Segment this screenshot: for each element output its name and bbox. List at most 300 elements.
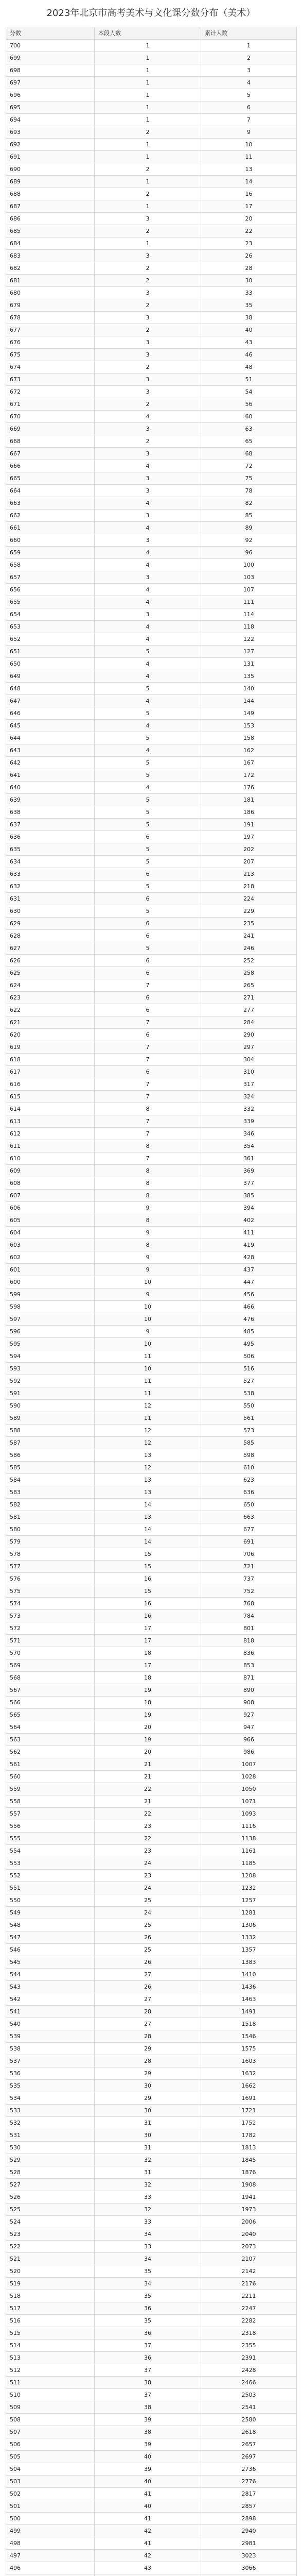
cumulative-count-cell: 213 [201, 868, 297, 880]
table-row [6, 2451, 297, 2463]
cumulative-count-cell: 394 [201, 1202, 297, 1214]
score-cell: 658 [6, 559, 95, 571]
segment-count-cell: 2 [95, 163, 201, 176]
table-row [6, 584, 297, 596]
table-row [6, 2401, 297, 2414]
segment-count-cell: 3 [95, 423, 201, 435]
table-row [6, 336, 297, 349]
table-row [6, 435, 297, 448]
table-row [6, 1857, 297, 1870]
score-cell: 581 [6, 1511, 95, 1523]
cumulative-count-cell: 2176 [201, 2278, 297, 2290]
table-row [6, 361, 297, 374]
segment-count-cell: 3 [95, 448, 201, 460]
segment-count-cell: 7 [95, 1115, 201, 1128]
segment-count-cell: 7 [95, 1041, 201, 1054]
segment-count-cell: 20 [95, 1721, 201, 1734]
table-row [6, 1190, 297, 1202]
cumulative-count-cell: 2618 [201, 2426, 297, 2438]
score-cell: 542 [6, 1993, 95, 2006]
segment-count-cell: 3 [95, 510, 201, 522]
segment-count-cell: 4 [95, 522, 201, 534]
cumulative-count-cell: 1518 [201, 2018, 297, 2030]
segment-count-cell: 27 [95, 1969, 201, 1981]
cumulative-count-cell: 1782 [201, 2129, 297, 2142]
cumulative-count-cell: 2247 [201, 2302, 297, 2315]
cumulative-count-cell: 6 [201, 101, 297, 114]
score-cell: 693 [6, 126, 95, 139]
score-cell: 514 [6, 2340, 95, 2352]
segment-count-cell: 32 [95, 2204, 201, 2216]
segment-count-cell: 10 [95, 1363, 201, 1375]
cumulative-count-cell: 324 [201, 1091, 297, 1103]
score-cell: 577 [6, 1561, 95, 1573]
segment-count-cell: 5 [95, 806, 201, 819]
cumulative-count-cell: 402 [201, 1214, 297, 1227]
segment-count-cell: 38 [95, 2401, 201, 2414]
cumulative-count-cell: 1546 [201, 2030, 297, 2043]
segment-count-cell: 13 [95, 1449, 201, 1462]
cumulative-count-cell: 385 [201, 1190, 297, 1202]
cumulative-count-cell: 447 [201, 1276, 297, 1289]
table-row [6, 200, 297, 213]
table-row [6, 2228, 297, 2241]
table-row [6, 2364, 297, 2377]
cumulative-count-cell: 1050 [201, 1783, 297, 1795]
table-row [6, 621, 297, 633]
cumulative-count-cell: 68 [201, 448, 297, 460]
segment-count-cell: 14 [95, 1536, 201, 1548]
cumulative-count-cell: 2736 [201, 2463, 297, 2476]
table-row [6, 1499, 297, 1511]
segment-count-cell: 37 [95, 2389, 201, 2401]
cumulative-count-cell: 853 [201, 1659, 297, 1672]
score-cell: 580 [6, 1523, 95, 1536]
segment-count-cell: 40 [95, 2500, 201, 2513]
score-cell: 687 [6, 200, 95, 213]
segment-count-cell: 25 [95, 1919, 201, 1931]
cumulative-count-cell: 246 [201, 942, 297, 955]
score-cell: 602 [6, 1251, 95, 1264]
segment-count-cell: 17 [95, 1659, 201, 1672]
cumulative-count-cell: 1007 [201, 1758, 297, 1771]
table-row [6, 979, 297, 992]
cumulative-count-cell: 1138 [201, 1833, 297, 1845]
segment-count-cell: 7 [95, 1091, 201, 1103]
cumulative-count-cell: 7 [201, 114, 297, 126]
segment-count-cell: 19 [95, 1709, 201, 1721]
segment-count-cell [95, 2574, 201, 2576]
score-cell: 529 [6, 2154, 95, 2166]
segment-count-cell: 6 [95, 918, 201, 930]
cumulative-count-cell: 252 [201, 955, 297, 967]
table-row [6, 2216, 297, 2228]
segment-count-cell: 11 [95, 1375, 201, 1387]
score-cell: 697 [6, 77, 95, 89]
cumulative-count-cell: 82 [201, 497, 297, 510]
table-row [6, 534, 297, 547]
score-cell: 673 [6, 374, 95, 386]
segment-count-cell: 42 [95, 2525, 201, 2537]
table-row [6, 1103, 297, 1115]
table-row [6, 1264, 297, 1276]
cumulative-count-cell: 1941 [201, 2191, 297, 2204]
segment-count-cell: 3 [95, 534, 201, 547]
segment-count-cell: 22 [95, 1833, 201, 1845]
cumulative-count-cell: 60 [201, 411, 297, 423]
table-row [6, 2278, 297, 2290]
table-row [6, 1350, 297, 1363]
cumulative-count-cell: 107 [201, 584, 297, 596]
cumulative-count-cell: 908 [201, 1697, 297, 1709]
table-row [6, 188, 297, 200]
score-cell: 659 [6, 547, 95, 559]
cumulative-count-cell: 801 [201, 1622, 297, 1635]
score-cell: 642 [6, 757, 95, 769]
score-cell: 524 [6, 2216, 95, 2228]
cumulative-count-cell: 721 [201, 1561, 297, 1573]
score-cell: 623 [6, 992, 95, 1004]
cumulative-count-cell: 149 [201, 707, 297, 720]
table-row [6, 2463, 297, 2476]
segment-count-cell: 5 [95, 794, 201, 806]
cumulative-count-cell: 2466 [201, 2377, 297, 2389]
segment-count-cell: 2 [95, 275, 201, 287]
cumulative-count-cell: 516 [201, 1363, 297, 1375]
score-cell: 589 [6, 1412, 95, 1425]
score-cell: 522 [6, 2241, 95, 2253]
segment-count-cell: 4 [95, 720, 201, 732]
segment-count-cell: 6 [95, 1029, 201, 1041]
cumulative-count-cell: 2142 [201, 2265, 297, 2278]
score-cell: 569 [6, 1659, 95, 1672]
score-cell: 617 [6, 1066, 95, 1078]
table-row [6, 769, 297, 782]
table-row [6, 2488, 297, 2500]
cumulative-count-cell: 207 [201, 856, 297, 868]
cumulative-count-cell: 1306 [201, 1919, 297, 1931]
table-row [6, 287, 297, 299]
segment-count-cell: 4 [95, 411, 201, 423]
segment-count-cell: 5 [95, 856, 201, 868]
score-cell: 513 [6, 2352, 95, 2364]
segment-count-cell: 4 [95, 547, 201, 559]
cumulative-count-cell: 354 [201, 1140, 297, 1153]
segment-count-cell: 15 [95, 1585, 201, 1598]
table-row [6, 683, 297, 695]
segment-count-cell: 1 [95, 139, 201, 151]
segment-count-cell: 20 [95, 1746, 201, 1758]
segment-count-cell: 8 [95, 1140, 201, 1153]
table-row [6, 757, 297, 769]
cumulative-count-cell: 419 [201, 1239, 297, 1251]
segment-count-cell: 6 [95, 967, 201, 979]
score-cell: 691 [6, 151, 95, 163]
segment-count-cell: 32 [95, 2154, 201, 2166]
cumulative-count-cell: 339 [201, 1115, 297, 1128]
segment-count-cell: 34 [95, 2278, 201, 2290]
segment-count-cell: 6 [95, 893, 201, 905]
column-header-score: 分数 [6, 27, 95, 40]
table-row [6, 633, 297, 646]
table-row [6, 930, 297, 942]
segment-count-cell: 25 [95, 1894, 201, 1907]
segment-count-cell: 43 [95, 2562, 201, 2574]
score-cell: 537 [6, 2055, 95, 2067]
cumulative-count-cell: 1232 [201, 1882, 297, 1894]
table-row [6, 374, 297, 386]
score-cell: 657 [6, 571, 95, 584]
cumulative-count-cell: 2857 [201, 2500, 297, 2513]
segment-count-cell: 7 [95, 1016, 201, 1029]
score-distribution-table [6, 27, 297, 2576]
table-row [6, 1919, 297, 1931]
cumulative-count-cell: 51 [201, 374, 297, 386]
cumulative-count-cell: 241 [201, 930, 297, 942]
score-cell: 592 [6, 1375, 95, 1387]
segment-count-cell: 7 [95, 1153, 201, 1165]
segment-count-cell: 16 [95, 1573, 201, 1585]
cumulative-count-cell: 153 [201, 720, 297, 732]
table-row [6, 2105, 297, 2117]
score-cell: 614 [6, 1103, 95, 1115]
score-cell: 633 [6, 868, 95, 880]
segment-count-cell: 33 [95, 2191, 201, 2204]
score-cell: 568 [6, 1672, 95, 1684]
score-cell: 554 [6, 1845, 95, 1857]
segment-count-cell: 3 [95, 349, 201, 361]
segment-count-cell: 17 [95, 1622, 201, 1635]
table-row [6, 646, 297, 658]
score-cell: 598 [6, 1301, 95, 1313]
cumulative-count-cell: 2107 [201, 2253, 297, 2265]
table-row [6, 423, 297, 435]
table-row [6, 2129, 297, 2142]
score-cell: 621 [6, 1016, 95, 1029]
segment-count-cell: 5 [95, 880, 201, 893]
score-cell: 605 [6, 1214, 95, 1227]
score-cell: 608 [6, 1177, 95, 1190]
cumulative-count-cell: 369 [201, 1165, 297, 1177]
table-row [6, 1931, 297, 1944]
segment-count-cell: 1 [95, 52, 201, 64]
segment-count-cell: 33 [95, 2216, 201, 2228]
segment-count-cell: 2 [95, 324, 201, 336]
score-cell: 520 [6, 2265, 95, 2278]
score-cell: 688 [6, 188, 95, 200]
cumulative-count-cell: 784 [201, 1610, 297, 1622]
score-cell: 578 [6, 1548, 95, 1561]
table-row [6, 1301, 297, 1313]
segment-count-cell: 6 [95, 1004, 201, 1016]
table-row [6, 1227, 297, 1239]
segment-count-cell: 6 [95, 868, 201, 880]
table-row [6, 213, 297, 225]
table-row [6, 126, 297, 139]
score-cell: 505 [6, 2451, 95, 2463]
segment-count-cell: 2 [95, 299, 201, 312]
table-row [6, 720, 297, 732]
cumulative-count-cell: 1603 [201, 2055, 297, 2067]
table-row [6, 324, 297, 336]
score-cell: 640 [6, 782, 95, 794]
cumulative-count-cell: 1028 [201, 1771, 297, 1783]
cumulative-count-cell: 598 [201, 1449, 297, 1462]
table-row [6, 1177, 297, 1190]
cumulative-count-cell: 30 [201, 275, 297, 287]
score-cell: 689 [6, 176, 95, 188]
cumulative-count-cell: 2211 [201, 2290, 297, 2302]
cumulative-count-cell: 9 [201, 126, 297, 139]
table-row [6, 1536, 297, 1548]
score-cell: 582 [6, 1499, 95, 1511]
segment-count-cell: 12 [95, 1437, 201, 1449]
segment-count-cell: 31 [95, 2166, 201, 2179]
table-row [6, 1734, 297, 1746]
cumulative-count-cell: 818 [201, 1635, 297, 1647]
table-row [6, 1882, 297, 1894]
segment-count-cell: 27 [95, 2018, 201, 2030]
score-cell: 594 [6, 1350, 95, 1363]
score-cell: 677 [6, 324, 95, 336]
table-row [6, 1091, 297, 1103]
cumulative-count-cell: 706 [201, 1548, 297, 1561]
cumulative-count-cell: 1973 [201, 2204, 297, 2216]
cumulative-count-cell: 361 [201, 1153, 297, 1165]
segment-count-cell: 8 [95, 1190, 201, 1202]
cumulative-count-cell: 691 [201, 1536, 297, 1548]
cumulative-count-cell: 1662 [201, 2080, 297, 2092]
table-row [6, 1511, 297, 1523]
score-cell: 579 [6, 1536, 95, 1548]
segment-count-cell: 9 [95, 1264, 201, 1276]
table-row [6, 2537, 297, 2550]
score-cell: 631 [6, 893, 95, 905]
table-row [6, 1944, 297, 1956]
segment-count-cell: 10 [95, 1313, 201, 1326]
cumulative-count-cell: 1332 [201, 1931, 297, 1944]
table-row [6, 571, 297, 584]
cumulative-count-cell: 310 [201, 1066, 297, 1078]
segment-count-cell: 35 [95, 2315, 201, 2327]
score-cell: 535 [6, 2080, 95, 2092]
table-row [6, 2043, 297, 2055]
segment-count-cell: 8 [95, 1103, 201, 1115]
cumulative-count-cell: 1185 [201, 1857, 297, 1870]
score-cell: 630 [6, 905, 95, 918]
table-row [6, 559, 297, 571]
table-row [6, 1153, 297, 1165]
cumulative-count-cell: 2898 [201, 2513, 297, 2525]
cumulative-count-cell: 3 [201, 64, 297, 77]
table-row [6, 608, 297, 621]
segment-count-cell: 5 [95, 905, 201, 918]
table-row [6, 1486, 297, 1499]
score-cell: 560 [6, 1771, 95, 1783]
cumulative-count-cell: 2580 [201, 2414, 297, 2426]
score-cell: 510 [6, 2389, 95, 2401]
segment-count-cell: 4 [95, 782, 201, 794]
cumulative-count-cell: 2391 [201, 2352, 297, 2364]
table-row [6, 2389, 297, 2401]
score-cell: 547 [6, 1931, 95, 1944]
score-cell: 700 [6, 40, 95, 52]
segment-count-cell: 1 [95, 89, 201, 101]
score-cell: 695 [6, 101, 95, 114]
segment-count-cell: 1 [95, 77, 201, 89]
segment-count-cell: 7 [95, 979, 201, 992]
table-row [6, 1400, 297, 1412]
segment-count-cell: 28 [95, 2006, 201, 2018]
cumulative-count-cell: 610 [201, 1462, 297, 1474]
score-cell: 646 [6, 707, 95, 720]
cumulative-count-cell: 768 [201, 1598, 297, 1610]
segment-count-cell: 2 [95, 126, 201, 139]
table-row [6, 2006, 297, 2018]
table-row [6, 176, 297, 188]
column-header-segment-count: 本段人数 [95, 27, 201, 40]
segment-count-cell: 42 [95, 2550, 201, 2562]
segment-count-cell: 35 [95, 2290, 201, 2302]
table-row [6, 1474, 297, 1486]
score-cell: 692 [6, 139, 95, 151]
score-cell: 669 [6, 423, 95, 435]
segment-count-cell: 5 [95, 769, 201, 782]
segment-count-cell: 3 [95, 336, 201, 349]
cumulative-count-cell: 65 [201, 435, 297, 448]
cumulative-count-cell [201, 2574, 297, 2576]
cumulative-count-cell: 72 [201, 460, 297, 472]
table-row [6, 262, 297, 275]
segment-count-cell: 39 [95, 2463, 201, 2476]
segment-count-cell: 1 [95, 40, 201, 52]
cumulative-count-cell: 1161 [201, 1845, 297, 1857]
cumulative-count-cell: 224 [201, 893, 297, 905]
table-row [6, 2030, 297, 2043]
score-cell: 599 [6, 1289, 95, 1301]
table-row [6, 1808, 297, 1820]
score-cell: 497 [6, 2550, 95, 2562]
table-row [6, 1251, 297, 1264]
cumulative-count-cell: 1383 [201, 1956, 297, 1969]
cumulative-count-cell: 23 [201, 238, 297, 250]
segment-count-cell: 16 [95, 1610, 201, 1622]
table-row [6, 880, 297, 893]
cumulative-count-cell: 947 [201, 1721, 297, 1734]
score-cell: 553 [6, 1857, 95, 1870]
score-cell: 610 [6, 1153, 95, 1165]
cumulative-count-cell: 140 [201, 683, 297, 695]
table-row [6, 1363, 297, 1375]
segment-count-cell: 8 [95, 1177, 201, 1190]
cumulative-count-cell: 2940 [201, 2525, 297, 2537]
segment-count-cell: 2 [95, 398, 201, 411]
score-cell: 500 [6, 2513, 95, 2525]
score-cell: 597 [6, 1313, 95, 1326]
cumulative-count-cell: 186 [201, 806, 297, 819]
table-row [6, 460, 297, 472]
table-row [6, 1820, 297, 1833]
cumulative-count-cell: 890 [201, 1684, 297, 1697]
segment-count-cell: 26 [95, 1931, 201, 1944]
cumulative-count-cell: 506 [201, 1350, 297, 1363]
segment-count-cell: 40 [95, 2476, 201, 2488]
segment-count-cell: 1 [95, 101, 201, 114]
cumulative-count-cell: 871 [201, 1672, 297, 1684]
table-row [6, 510, 297, 522]
cumulative-count-cell: 5 [201, 89, 297, 101]
score-cell: 593 [6, 1363, 95, 1375]
